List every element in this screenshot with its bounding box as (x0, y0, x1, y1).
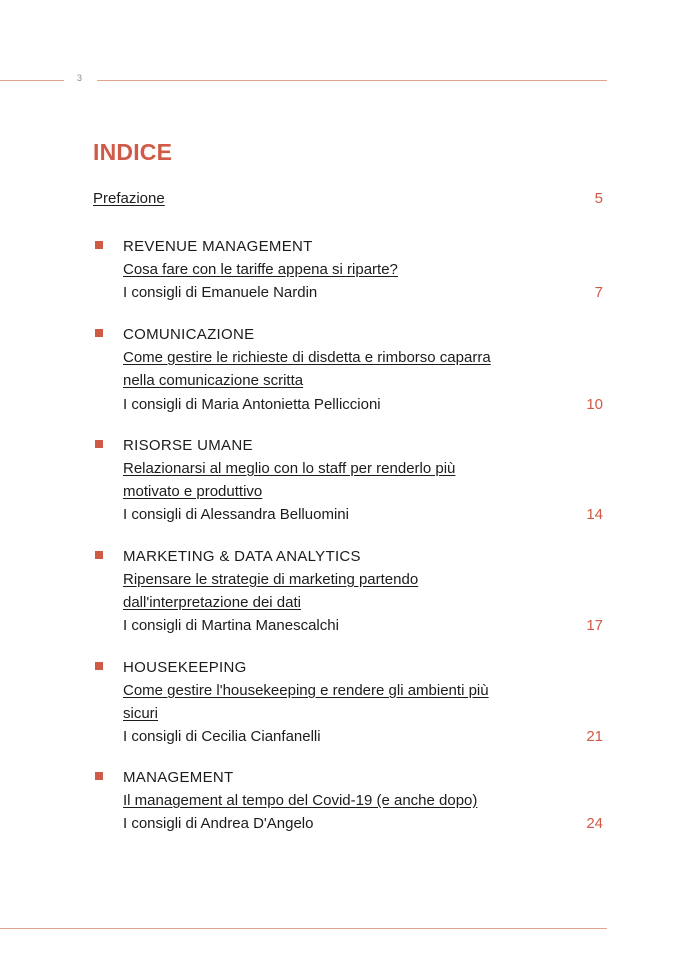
toc-entry (93, 767, 603, 833)
entry-page-number: 14 (586, 506, 603, 523)
entry-page-number: 17 (586, 617, 603, 634)
entry-author: I consigli di Andrea D'Angelo (123, 815, 314, 832)
preface-entry (93, 190, 603, 212)
bullet-square-icon (95, 551, 103, 559)
entry-author: I consigli di Emanuele Nardin (123, 284, 318, 301)
header-rule-right (97, 80, 607, 81)
entry-title-link[interactable]: Come gestire l'housekeeping e rendere gli ambienti più (123, 682, 489, 699)
entry-title-link[interactable]: Come gestire le richieste di disdetta e rimborso caparra (123, 349, 491, 366)
entry-author: I consigli di Maria Antonietta Pelliccioni (123, 396, 381, 413)
entry-page-number: 7 (594, 284, 603, 301)
toc-entry (93, 236, 603, 302)
toc-entry (93, 435, 603, 525)
page-number: 3 (77, 73, 83, 83)
entry-title-link[interactable]: dall'interpretazione dei dati (123, 594, 301, 611)
bullet-square-icon (95, 440, 103, 448)
bullet-square-icon (95, 329, 103, 337)
entry-title-link[interactable]: nella comunicazione scritta (123, 372, 304, 389)
preface-link[interactable]: Prefazione (93, 190, 165, 207)
entry-title-link[interactable]: Il management al tempo del Covid-19 (e anche dopo) (123, 792, 478, 809)
bullet-square-icon (95, 662, 103, 670)
entry-page-number: 24 (586, 815, 603, 832)
bullet-square-icon (95, 772, 103, 780)
header-rule-left (0, 80, 64, 81)
entry-category: MANAGEMENT (123, 769, 234, 786)
toc-entry (93, 324, 603, 414)
page-title: INDICE (93, 139, 173, 165)
entry-category: HOUSEKEEPING (123, 659, 247, 676)
entry-title-link[interactable]: sicuri (123, 705, 159, 722)
toc-entry (93, 546, 603, 636)
footer-rule (0, 928, 607, 929)
entry-title-link[interactable]: motivato e produttivo (123, 483, 263, 500)
entry-category: COMUNICAZIONE (123, 326, 255, 343)
entry-page-number: 21 (586, 728, 603, 745)
entry-page-number: 10 (586, 396, 603, 413)
entry-category: RISORSE UMANE (123, 437, 253, 454)
entry-author: I consigli di Alessandra Belluomini (123, 506, 349, 523)
preface-page-number: 5 (594, 190, 603, 207)
toc-entry (93, 657, 603, 747)
entry-title-link[interactable]: Relazionarsi al meglio con lo staff per renderlo più (123, 460, 456, 477)
bullet-square-icon (95, 241, 103, 249)
entry-category: MARKETING & DATA ANALYTICS (123, 548, 361, 565)
entry-author: I consigli di Martina Manescalchi (123, 617, 339, 634)
entry-category: REVENUE MANAGEMENT (123, 238, 313, 255)
entry-title-link[interactable]: Ripensare le strategie di marketing partendo (123, 571, 419, 588)
entry-author: I consigli di Cecilia Cianfanelli (123, 728, 321, 745)
entry-title-link[interactable]: Cosa fare con le tariffe appena si riparte? (123, 261, 398, 278)
